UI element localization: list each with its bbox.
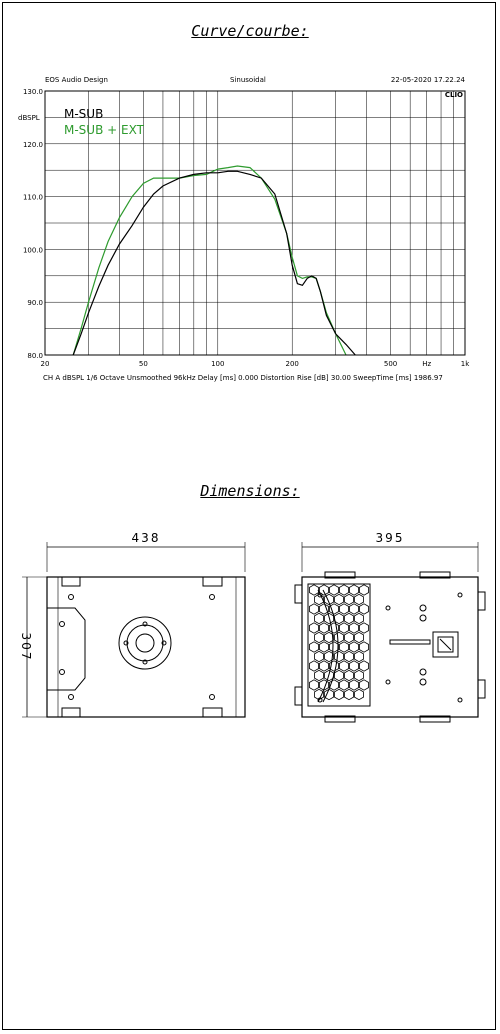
x-tick-label: 50 — [138, 360, 148, 368]
front-view-drawing — [19, 531, 245, 717]
frequency-response-chart — [0, 0, 500, 400]
front-height-label: 307 — [19, 632, 33, 662]
x-tick-label: 1k — [460, 360, 470, 368]
y-tick-label: 120.0 — [22, 140, 43, 149]
x-tick-label: Hz — [422, 360, 432, 368]
y-tick-label: 130.0 — [22, 88, 43, 96]
x-tick-labels — [41, 360, 471, 368]
x-tick-label: 200 — [285, 360, 299, 368]
x-tick-label: 100 — [211, 360, 225, 368]
y-tick-labels — [23, 88, 43, 360]
chart-footer: CH A dBSPL 1/6 Octave Unsmoothed 96kHz Delay [ms] 0.000 Distortion Rise [dB] 30.00 SweepTime [ms] 1986.97 — [43, 374, 443, 382]
legend-entry-msub: M-SUB — [64, 107, 104, 121]
y-tick-label: 100.0 — [22, 246, 43, 255]
chart-series-lines — [73, 166, 355, 355]
curve-heading: Curve/courbe: — [191, 22, 309, 40]
dimensions-heading: Dimensions: — [200, 482, 300, 500]
y-tick-label: 80.0 — [27, 352, 43, 360]
x-tick-label: 500 — [383, 360, 398, 368]
side-width-label: 395 — [375, 531, 405, 545]
legend-entry-msub-ext: M-SUB + EXT — [64, 123, 144, 137]
series-line-m-sub-ext — [73, 166, 346, 355]
y-tick-label: 90.0 — [27, 299, 43, 308]
front-width-label: 438 — [131, 531, 161, 545]
chart-datetime: 22-05-2020 17.22.24 — [390, 76, 465, 84]
chart-mode: Sinusoidal — [230, 76, 266, 84]
chart-ylabel: dBSPL — [18, 114, 40, 122]
y-tick-label: 110.0 — [22, 193, 43, 202]
side-view-drawing — [295, 531, 485, 722]
series-line-m-sub — [73, 171, 355, 355]
chart-company: EOS Audio Design — [45, 76, 108, 84]
x-tick-label: 20 — [40, 360, 50, 368]
chart-brand: CLIO — [444, 91, 463, 99]
dimension-drawings — [0, 520, 500, 730]
